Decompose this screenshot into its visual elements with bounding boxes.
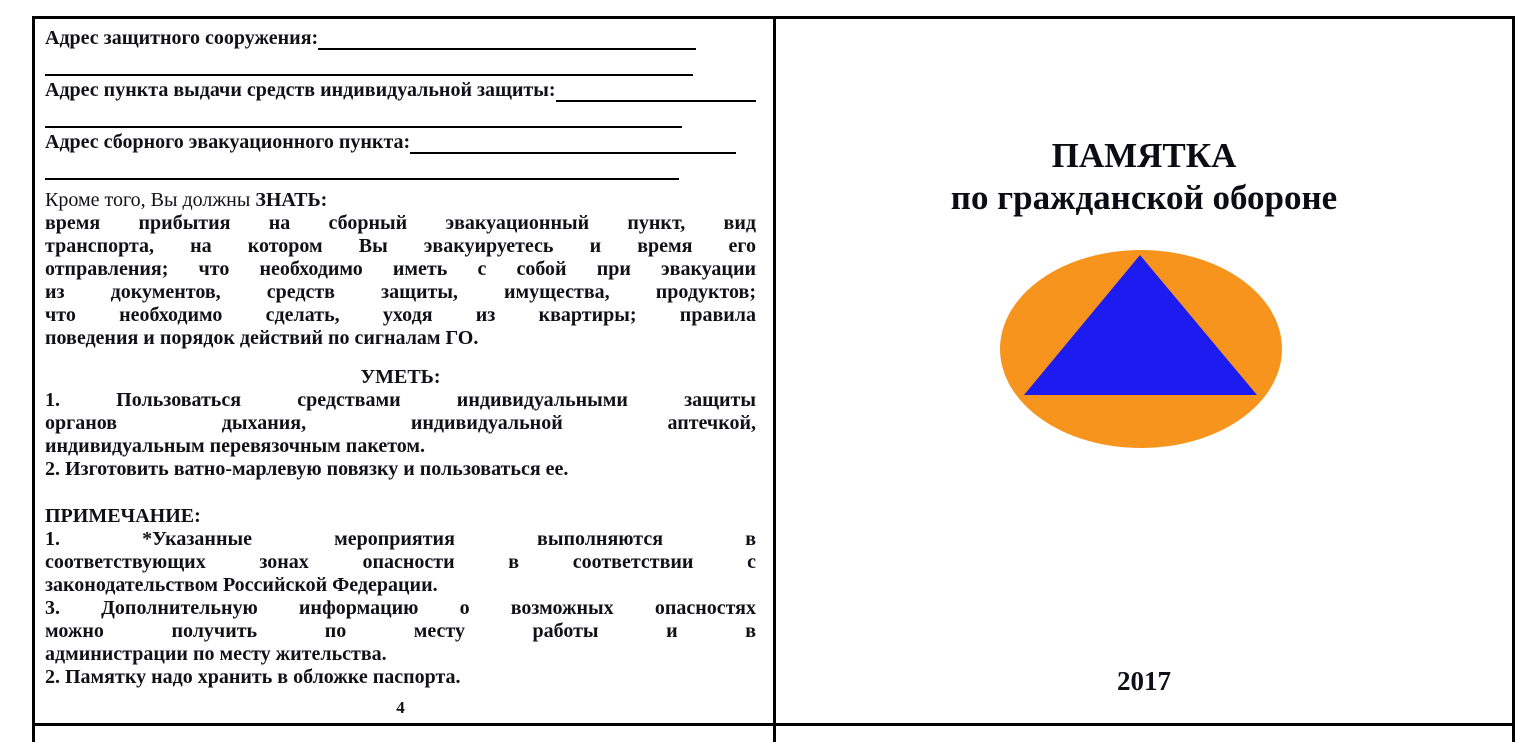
text-line: индивидуальным перевязочным пакетом. (45, 435, 426, 457)
address-shelter-row (45, 24, 756, 50)
know-intro-keyword: ЗНАТЬ: (255, 189, 328, 211)
address-evacuation-point-row (45, 128, 756, 154)
blank-underline (556, 78, 756, 102)
text-line: что необходимо сделать, уходя из квартиры; правила (45, 304, 756, 326)
cover-title-line2: по гражданской обороне (950, 178, 1338, 217)
address-ppe-point-row (45, 76, 756, 102)
blue-triangle-icon (1024, 255, 1257, 395)
know-section-intro (45, 189, 756, 212)
text-line: поведения и порядок действий по сигналам ГО. (45, 327, 479, 349)
address-evacuation-point-label: Адрес сборного эвакуационного пункта: (45, 131, 411, 153)
text-line: 2. Памятку надо хранить в обложке паспорта. (45, 666, 461, 688)
cover-title (776, 135, 1512, 219)
page-number: 4 (396, 698, 405, 717)
cover-year: 2017 (1117, 666, 1171, 696)
know-intro-text: Кроме того, Вы должны (45, 189, 256, 211)
text-line: администрации по месту жительства. (45, 643, 387, 665)
umet-heading: УМЕТЬ: (360, 366, 441, 388)
text-line: время прибытия на сборный эвакуационный пункт, вид (45, 212, 756, 234)
address-ppe-point-label: Адрес пункта выдачи средств индивидуальной защиты: (45, 79, 556, 101)
text-line: из документов, средств защиты, имущества, продуктов; (45, 281, 756, 303)
page-left (45, 24, 756, 689)
cover-title-line1: ПАМЯТКА (1051, 136, 1237, 175)
note-heading: ПРИМЕЧАНИЕ: (45, 505, 201, 527)
text-line: 2. Изготовить ватно-марлевую повязку и пользоваться ее. (45, 458, 569, 480)
blank-underline (318, 26, 696, 50)
blank-underline (410, 130, 736, 154)
text-line: 3. Дополнительную информацию о возможных опасностях (45, 597, 756, 619)
page-right (776, 16, 1512, 742)
text-line: 1. *Указанные мероприятия выполняются в (45, 528, 756, 550)
blank-underline (45, 102, 682, 128)
text-line: соответствующих зонах опасности в соответствии с (45, 551, 756, 573)
address-shelter-label: Адрес защитного сооружения: (45, 27, 319, 49)
text-line: законодательством Российской Федерации. (45, 574, 438, 596)
text-line: можно получить по месту работы и в (45, 620, 756, 642)
blank-underline (45, 50, 693, 76)
civil-defense-emblem-icon (1000, 250, 1282, 448)
blank-underline (45, 154, 679, 180)
text-line: органов дыхания, индивидуальной аптечкой, (45, 412, 756, 434)
text-line: отправления; что необходимо иметь с собой при эвакуации (45, 258, 756, 280)
text-line: транспорта, на котором Вы эвакуируетесь и время его (45, 235, 756, 257)
text-line: 1. Пользоваться средствами индивидуальными защиты (45, 389, 756, 411)
